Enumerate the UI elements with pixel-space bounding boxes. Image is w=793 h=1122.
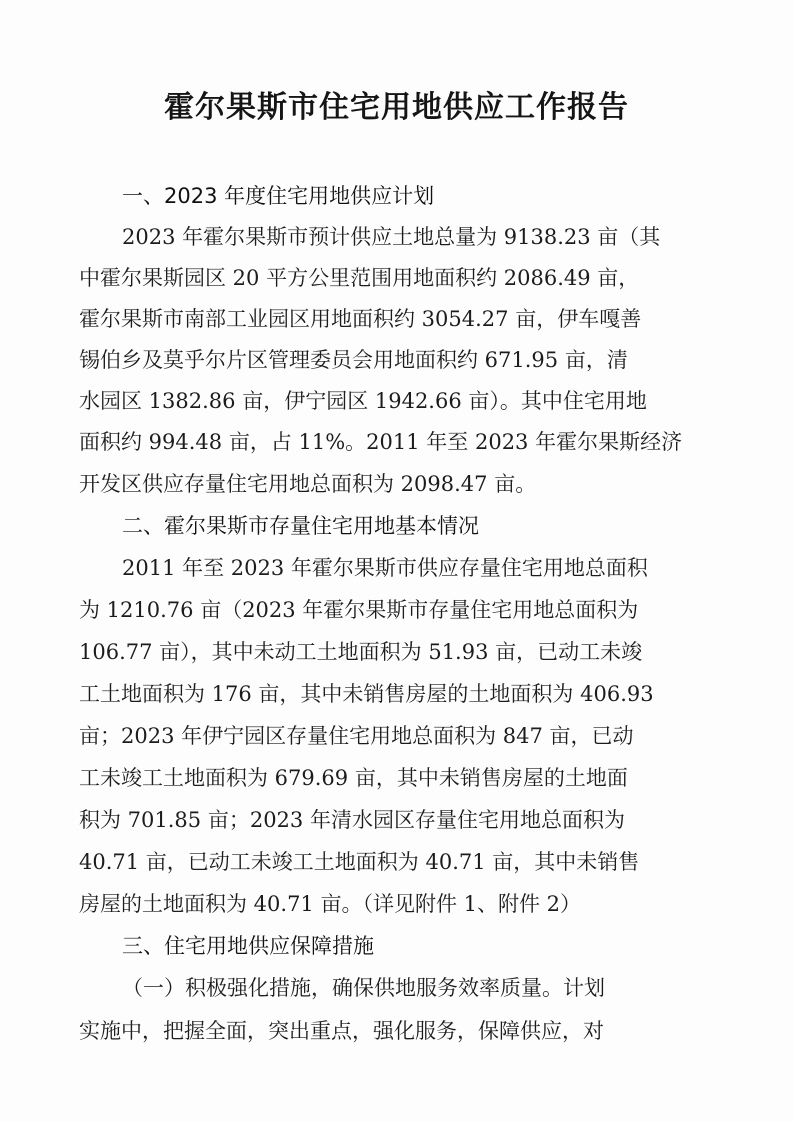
- document-title: 霍尔果斯市住宅用地供应工作报告: [164, 90, 629, 125]
- section-heading-2: 二、霍尔果斯市存量住宅用地基本情况: [122, 514, 479, 538]
- paragraph-line: 积为 701.85 亩；2023 年清水园区存量住宅用地总面积为: [79, 808, 625, 832]
- paragraph-line: 水园区 1382.86 亩，伊宁园区 1942.66 亩）。其中住宅用地: [79, 389, 647, 413]
- paragraph-line: 霍尔果斯市南部工业园区用地面积约 3054.27 亩，伊车嘎善: [79, 307, 642, 331]
- paragraph-line: 锡伯乡及莫乎尔片区管理委员会用地面积约 671.95 亩，清: [79, 348, 628, 372]
- paragraph-line: 开发区供应存量住宅用地总面积为 2098.47 亩。: [79, 472, 537, 496]
- paragraph-line: （一）积极强化措施，确保供地服务效率质量。计划: [122, 976, 605, 1000]
- paragraph-line: 106.77 亩），其中未动工土地面积为 51.93 亩，已动工未竣: [79, 640, 643, 664]
- paragraph-line: 2011 年至 2023 年霍尔果斯市供应存量住宅用地总面积: [122, 556, 648, 580]
- paragraph-line: 工土地面积为 176 亩，其中未销售房屋的土地面积为 406.93: [79, 682, 654, 706]
- paragraph-line: 实施中，把握全面，突出重点，强化服务，保障供应，对: [79, 1019, 604, 1043]
- paragraph-line: 中霍尔果斯园区 20 平方公里范围用地面积约 2086.49 亩，: [79, 266, 640, 290]
- paragraph-line: 为 1210.76 亩（2023 年霍尔果斯市存量住宅用地总面积为: [79, 598, 639, 622]
- paragraph-line: 房屋的土地面积为 40.71 亩。（详见附件 1、附件 2）: [79, 892, 582, 916]
- section-heading-1: 一、2023 年度住宅用地供应计划: [122, 184, 435, 208]
- paragraph-line: 40.71 亩，已动工未竣工土地面积为 40.71 亩，其中未销售: [79, 850, 640, 874]
- section-heading-3: 三、住宅用地供应保障措施: [122, 934, 374, 958]
- paragraph-line: 亩；2023 年伊宁园区存量住宅用地总面积为 847 亩，已动: [79, 724, 634, 748]
- paragraph-line: 面积约 994.48 亩，占 11%。2011 年至 2023 年霍尔果斯经济: [79, 430, 683, 454]
- paragraph-line: 工未竣工土地面积为 679.69 亩，其中未销售房屋的土地面: [79, 766, 628, 790]
- paragraph-line: 2023 年霍尔果斯市预计供应土地总量为 9138.23 亩（其: [122, 225, 661, 249]
